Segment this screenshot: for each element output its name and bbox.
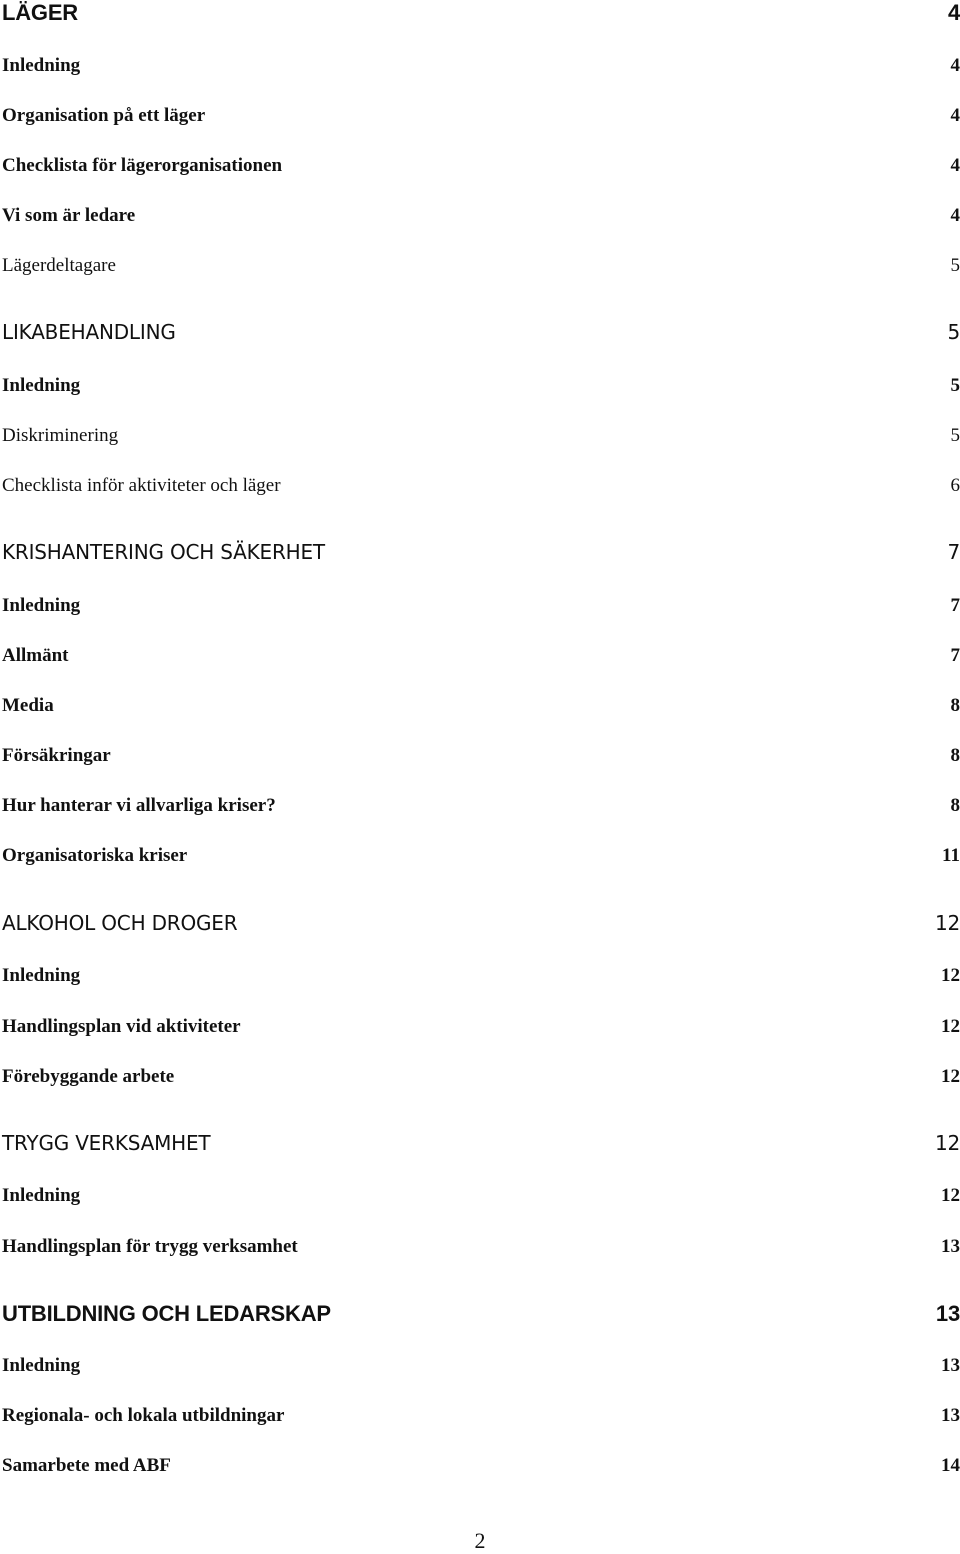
toc-entry-title: UTBILDNING OCH LEDARSKAP bbox=[2, 1301, 331, 1327]
toc-entry[interactable] bbox=[2, 1016, 960, 1038]
toc-entry-page: 13 bbox=[941, 1236, 960, 1258]
toc-entry[interactable] bbox=[2, 1405, 960, 1427]
toc-entry[interactable] bbox=[2, 1131, 960, 1155]
toc-entry[interactable] bbox=[2, 540, 960, 564]
toc-entry-page: 14 bbox=[941, 1455, 960, 1477]
toc-entry[interactable] bbox=[2, 375, 960, 397]
toc-entry-page: 8 bbox=[951, 695, 960, 717]
toc-entry[interactable] bbox=[2, 255, 960, 277]
toc-entry-title: Allmänt bbox=[2, 645, 69, 667]
toc-entry-page: 12 bbox=[941, 1066, 960, 1088]
toc-entry[interactable] bbox=[2, 105, 960, 127]
toc-entry[interactable] bbox=[2, 320, 960, 344]
toc-entry-title: Regionala- och lokala utbildningar bbox=[2, 1405, 284, 1427]
toc-entry-title: ALKOHOL OCH DROGER bbox=[2, 911, 237, 935]
toc-entry[interactable] bbox=[2, 425, 960, 447]
toc-entry-title: Inledning bbox=[2, 375, 80, 397]
toc-entry[interactable] bbox=[2, 795, 960, 817]
toc-entry[interactable] bbox=[2, 911, 960, 935]
toc-entry-title: Checklista inför aktiviteter och läger bbox=[2, 475, 281, 497]
toc-entry-page: 4 bbox=[951, 105, 960, 127]
toc-entry-page: 12 bbox=[941, 965, 960, 987]
toc-entry-page: 7 bbox=[951, 595, 960, 617]
toc-entry[interactable] bbox=[2, 965, 960, 987]
toc-entry[interactable] bbox=[2, 55, 960, 77]
toc-entry-page: 5 bbox=[947, 320, 960, 344]
toc-entry-page: 12 bbox=[941, 1016, 960, 1038]
toc-entry-title: Lägerdeltagare bbox=[2, 255, 116, 277]
toc-entry[interactable] bbox=[2, 845, 960, 867]
toc-entry-page: 5 bbox=[951, 375, 960, 397]
toc-entry[interactable] bbox=[2, 1066, 960, 1088]
toc-entry-title: Inledning bbox=[2, 1185, 80, 1207]
toc-entry[interactable] bbox=[2, 645, 960, 667]
toc-entry[interactable] bbox=[2, 155, 960, 177]
toc-entry[interactable] bbox=[2, 1236, 960, 1258]
toc-entry-page: 12 bbox=[941, 1185, 960, 1207]
toc-entry-title: Hur hanterar vi allvarliga kriser? bbox=[2, 795, 276, 817]
toc-entry[interactable] bbox=[2, 475, 960, 497]
toc-entry-page: 5 bbox=[951, 255, 960, 277]
toc-entry-page: 13 bbox=[941, 1405, 960, 1427]
toc-entry-page: 6 bbox=[951, 475, 960, 497]
toc-entry-page: 8 bbox=[951, 795, 960, 817]
toc-entry[interactable] bbox=[2, 0, 960, 26]
toc-entry[interactable] bbox=[2, 1185, 960, 1207]
toc-entry-title: LIKABEHANDLING bbox=[2, 320, 176, 344]
toc-entry[interactable] bbox=[2, 205, 960, 227]
toc-entry-title: Samarbete med ABF bbox=[2, 1455, 171, 1477]
toc-entry-title: Handlingsplan för trygg verksamhet bbox=[2, 1236, 298, 1258]
toc-entry-title: Organisatoriska kriser bbox=[2, 845, 187, 867]
toc-entry[interactable] bbox=[2, 745, 960, 767]
toc-entry-title: Vi som är ledare bbox=[2, 205, 135, 227]
toc-entry-page: 12 bbox=[935, 1131, 960, 1155]
toc-entry-page: 11 bbox=[942, 845, 960, 867]
toc-entry-page: 7 bbox=[947, 540, 960, 564]
toc-entry-title: Media bbox=[2, 695, 54, 717]
toc-entry-title: Förebyggande arbete bbox=[2, 1066, 174, 1088]
toc-entry-page: 5 bbox=[951, 425, 960, 447]
toc-entry-page: 7 bbox=[951, 645, 960, 667]
toc-entry-title: Checklista för lägerorganisationen bbox=[2, 155, 282, 177]
toc-entry-title: Inledning bbox=[2, 1355, 80, 1377]
toc-entry-page: 4 bbox=[951, 205, 960, 227]
toc-entry-title: LÄGER bbox=[2, 0, 78, 26]
toc-entry-page: 4 bbox=[951, 55, 960, 77]
page-number: 2 bbox=[0, 1528, 960, 1554]
toc-entry-title: TRYGG VERKSAMHET bbox=[2, 1131, 210, 1155]
toc-entry[interactable] bbox=[2, 1455, 960, 1477]
toc-entry-page: 4 bbox=[951, 155, 960, 177]
toc-entry-title: Organisation på ett läger bbox=[2, 105, 205, 127]
toc-entry-title: Handlingsplan vid aktiviteter bbox=[2, 1016, 241, 1038]
toc-entry-page: 13 bbox=[936, 1301, 960, 1327]
toc-entry-page: 13 bbox=[941, 1355, 960, 1377]
toc-entry-page: 4 bbox=[948, 0, 960, 26]
toc-entry[interactable] bbox=[2, 595, 960, 617]
toc-entry-page: 12 bbox=[935, 911, 960, 935]
toc-entry-title: Inledning bbox=[2, 55, 80, 77]
toc-entry-title: Inledning bbox=[2, 965, 80, 987]
toc-entry-title: KRISHANTERING OCH SÄKERHET bbox=[2, 540, 325, 564]
toc-entry-title: Inledning bbox=[2, 595, 80, 617]
toc-entry-page: 8 bbox=[951, 745, 960, 767]
toc-entry[interactable] bbox=[2, 695, 960, 717]
toc-entry[interactable] bbox=[2, 1355, 960, 1377]
toc-entry-title: Försäkringar bbox=[2, 745, 111, 767]
toc-entry-title: Diskriminering bbox=[2, 425, 118, 447]
toc-entry[interactable] bbox=[2, 1301, 960, 1327]
